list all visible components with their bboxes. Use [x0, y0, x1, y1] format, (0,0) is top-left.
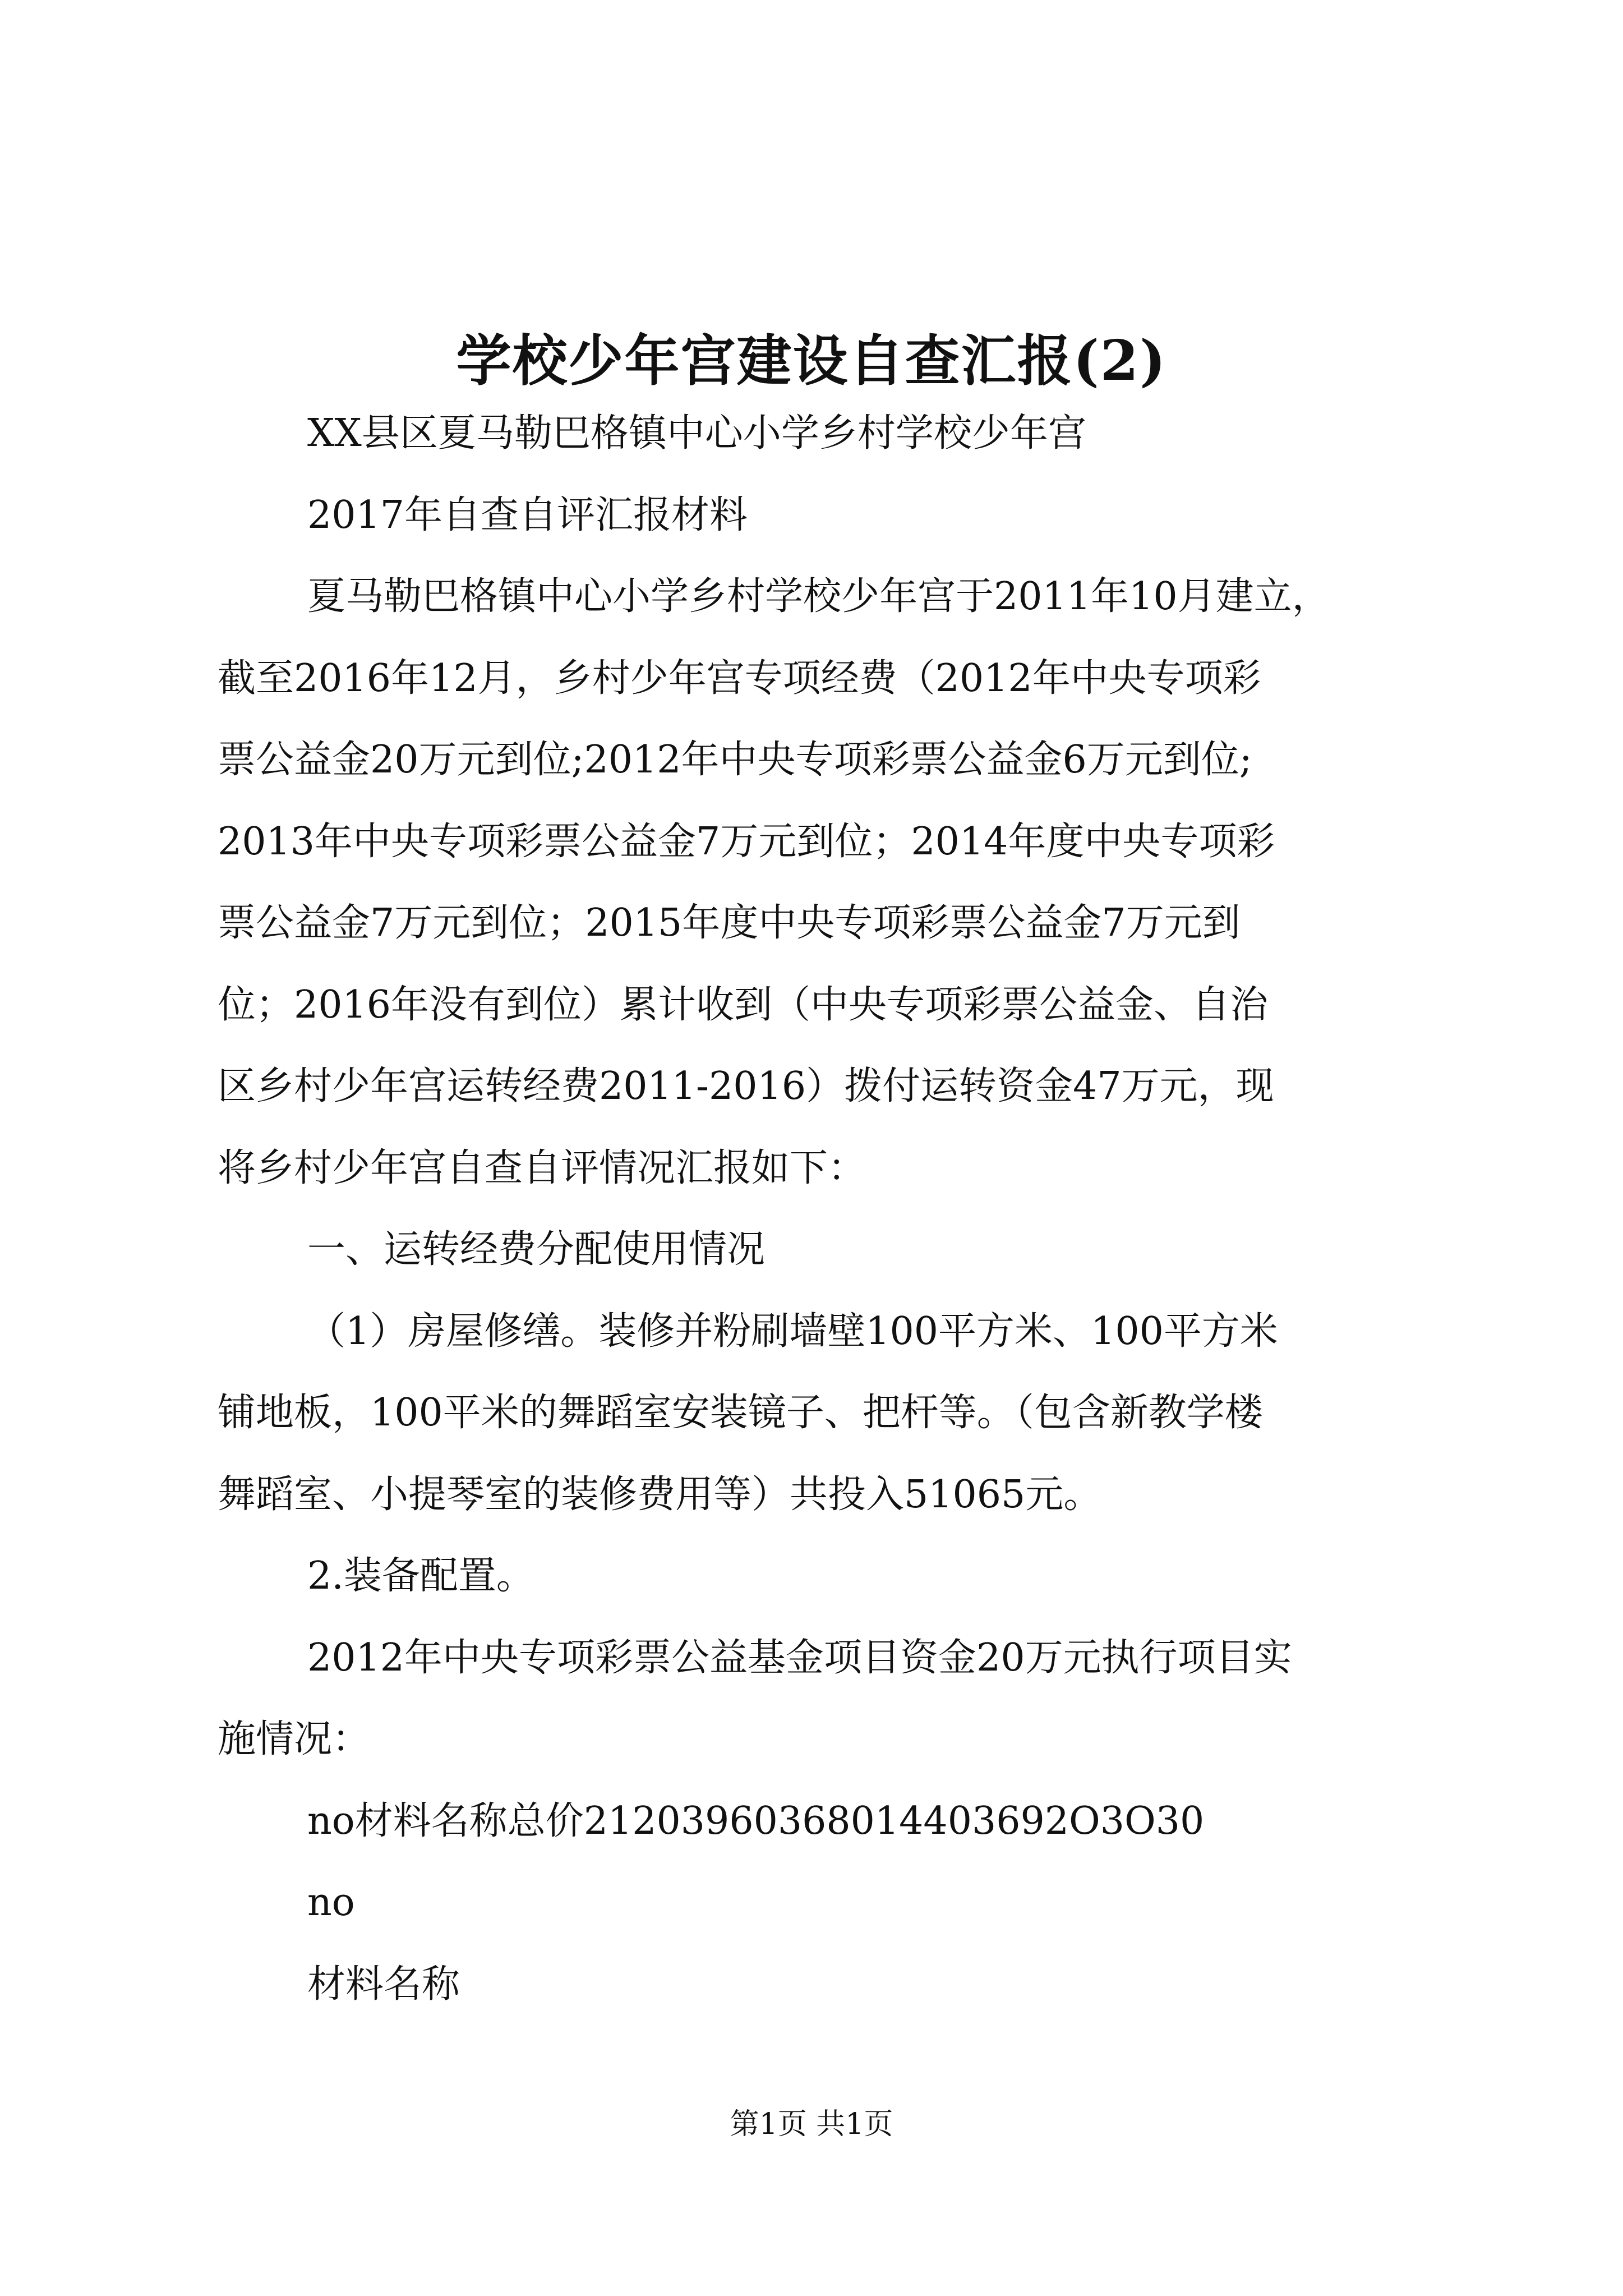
- body-line: （1）房屋修缮。装修并粉刷墙壁100平方米、100平方米: [307, 1309, 1278, 1354]
- body-line: 2017年自查自评汇报材料: [307, 493, 748, 537]
- body-line: XX县区夏马勒巴格镇中心小学乡村学校少年宫: [307, 411, 1086, 455]
- page-number: 第1页 共1页: [730, 2108, 893, 2141]
- body-line: no材料名称总价21203960368014403692O3O30: [307, 1798, 1205, 1843]
- body-line: 位；2016年没有到位）累计收到（中央专项彩票公益金、自治: [218, 982, 1269, 1027]
- body-line: 票公益金7万元到位；2015年度中央专项彩票公益金7万元到: [218, 901, 1241, 945]
- document-body: [218, 393, 1429, 2025]
- document-title: 学校少年宫建设自查汇报(2): [456, 328, 1167, 393]
- body-line: 2.装备配置。: [307, 1554, 534, 1598]
- body-line: 区乡村少年宫运转经费2011-2016）拨付运转资金47万元，现: [218, 1064, 1274, 1108]
- body-line: no: [307, 1880, 355, 1925]
- body-line: 将乡村少年宫自查自评情况汇报如下：: [218, 1145, 866, 1190]
- body-line: 施情况：: [218, 1717, 371, 1761]
- body-line: 2012年中央专项彩票公益基金项目资金20万元执行项目实: [307, 1635, 1292, 1680]
- body-line: 夏马勒巴格镇中心小学乡村学校少年宫于2011年10月建立，: [307, 574, 1330, 619]
- body-line: 截至2016年12月，乡村少年宫专项经费（2012年中央专项彩: [218, 656, 1261, 701]
- body-line: 材料名称: [307, 1962, 460, 2007]
- body-line: 铺地板，100平米的舞蹈室安装镜子、把杆等。（包含新教学楼: [218, 1391, 1263, 1435]
- body-line: 2013年中央专项彩票公益金7万元到位；2014年度中央专项彩: [218, 819, 1275, 864]
- body-line: 票公益金20万元到位;2012年中央专项彩票公益金6万元到位;: [218, 738, 1252, 782]
- section-heading: 一、运转经费分配使用情况: [307, 1227, 766, 1272]
- body-line: 舞蹈室、小提琴室的装修费用等）共投入51065元。: [218, 1472, 1102, 1517]
